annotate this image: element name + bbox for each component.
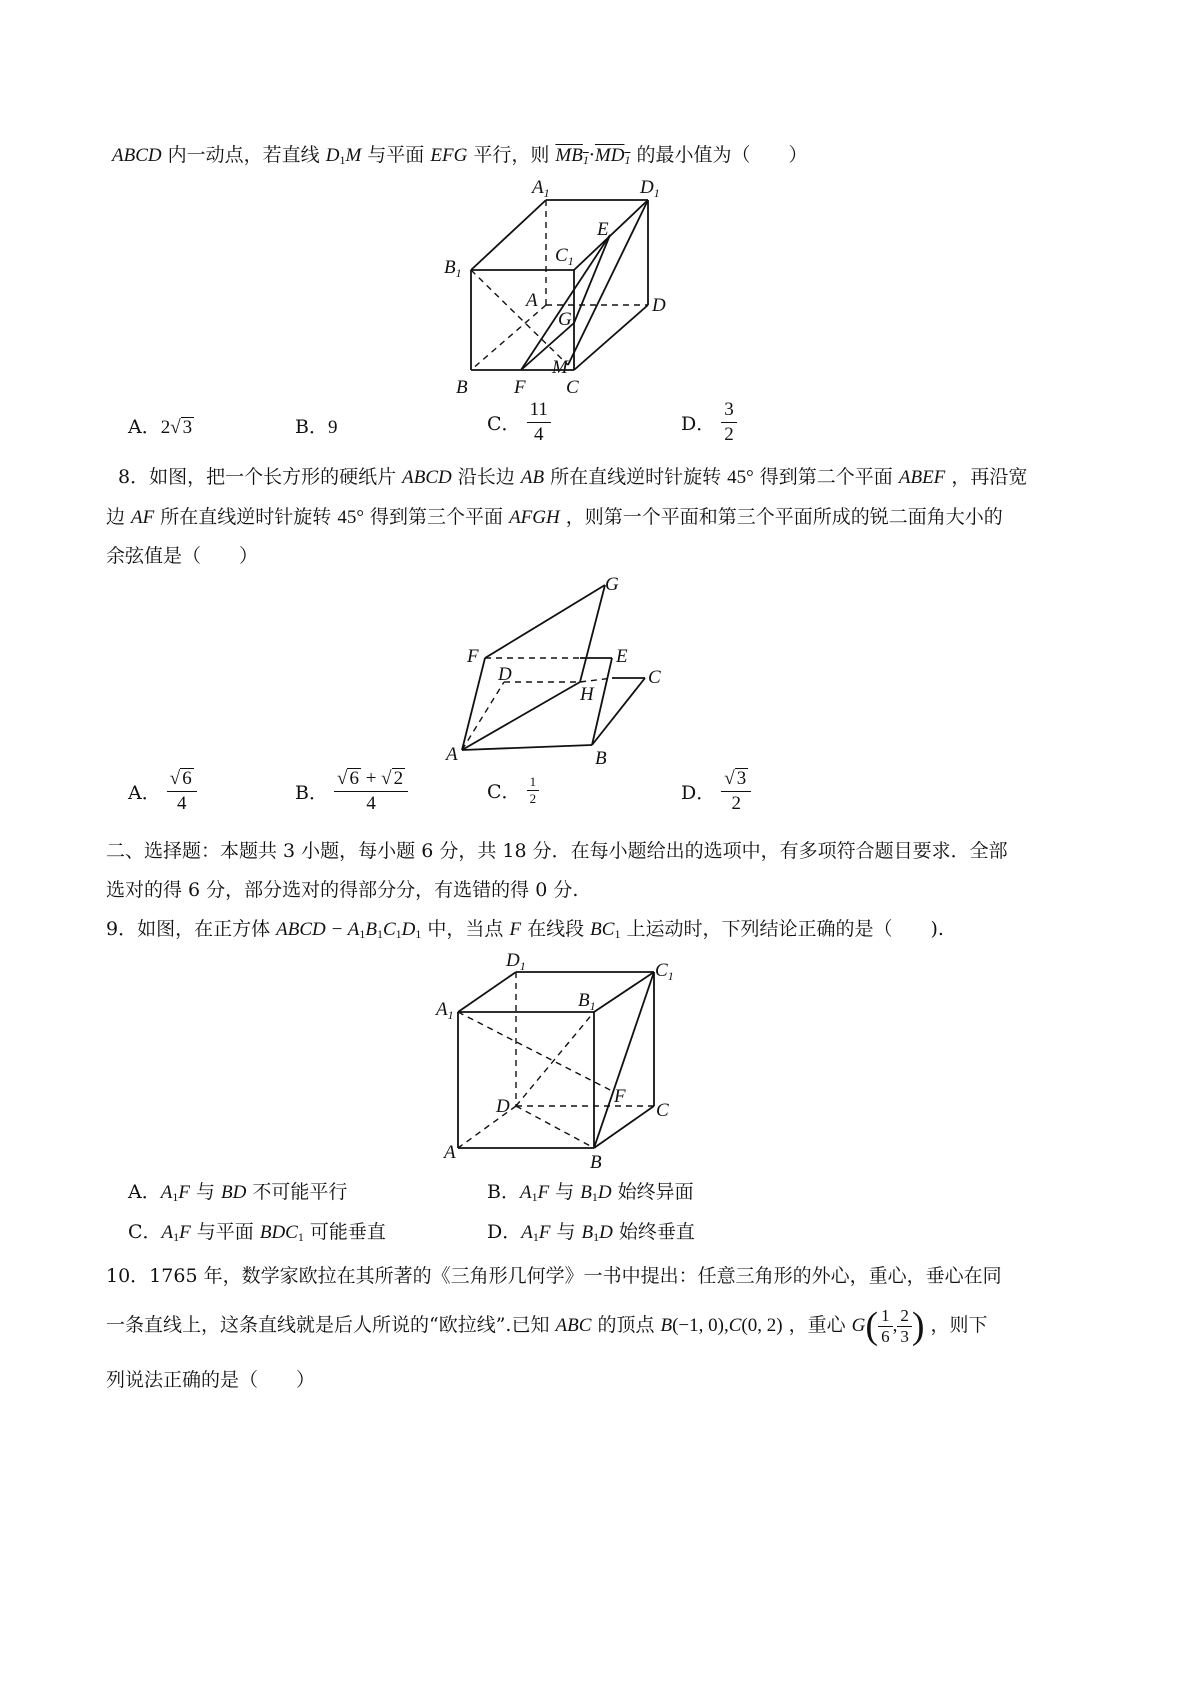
q8-line-3: 余弦值是（ ） xyxy=(106,545,259,567)
q8-label-a: A xyxy=(446,744,458,765)
q8-label-g: G xyxy=(605,574,619,595)
q8-option-a[interactable]: A． $\frac{√ 6}{4}$ xyxy=(128,767,197,816)
q9-label-a1: $A_1$ xyxy=(436,999,454,1022)
q7-stem xyxy=(112,140,807,168)
q7-efg: EFG xyxy=(430,145,468,166)
q8-option-c[interactable]: C． $\frac{1}{2}$ xyxy=(487,774,539,807)
section2-line-2: 选对的得 6 分，部分选对的得部分分，有选错的得 0 分. xyxy=(106,879,579,901)
q7-text-3: 平行，则 xyxy=(467,144,556,166)
q9-option-d[interactable]: D．$A_1F$ 与 $B_1D$ 始终垂直 xyxy=(487,1221,695,1244)
q9-option-a[interactable]: A．$A_1F$ 与 BD 不可能平行 xyxy=(128,1181,348,1204)
q7-label-b: B xyxy=(456,377,468,398)
q7-option-d[interactable]: D． $\frac{3}{2}$ xyxy=(681,398,737,447)
q10-line-3: 列说法正确的是（ ） xyxy=(106,1369,316,1391)
q9-label-f: F xyxy=(614,1086,626,1107)
q7-vector-mb1: $MB_1$ xyxy=(555,145,589,167)
q9-label-c1: $C_1$ xyxy=(655,960,674,983)
q7-label-m: M xyxy=(552,357,568,378)
q7-label-a: A xyxy=(526,290,538,311)
q7-option-a[interactable]: A．2√ 3 xyxy=(128,416,193,438)
q7-text-2: 与平面 xyxy=(361,144,431,166)
q7-d1m-sub: 1 xyxy=(339,153,346,167)
q7-label-e: E xyxy=(597,219,609,240)
q8-line-1: 8．如图，把一个长方形的硬纸片 ABCD 沿长边 AB 所在直线逆时针旋转 45° 得到第二个平面 ABEF ，再沿宽 xyxy=(118,466,1028,488)
q10-line-2: 一条直线上，这条直线就是后人所说的“欧拉线”.已知 ABC 的顶点 B(−1, 0),C(0, 2) ，重心 G( $\frac{1}{6}$ , $\frac{2}{3}$ ) ，则下 xyxy=(106,1305,988,1347)
q8-label-b: B xyxy=(595,748,607,769)
q9-label-a: A xyxy=(444,1142,456,1163)
q8-label-c: C xyxy=(648,667,661,688)
q10-line-1: 10．1765 年，数学家欧拉在其所著的《三角形几何学》一书中提出：任意三角形的外心，重心，垂心在同 xyxy=(106,1265,1002,1287)
q7-option-b[interactable]: B．9 xyxy=(295,416,338,438)
q7-label-d1: $D_1$ xyxy=(640,177,660,200)
q7-label-d: D xyxy=(652,295,666,316)
q7-dot: · xyxy=(588,144,595,166)
q9-option-c[interactable]: C．$A_1F$ 与平面 $BDC_1$ 可能垂直 xyxy=(128,1221,386,1244)
q7-text-4: 的最小值为（ ） xyxy=(630,144,808,166)
q7-abcd: ABCD xyxy=(112,145,162,166)
q8-label-e: E xyxy=(616,646,628,667)
q7-label-a1: $A_1$ xyxy=(532,177,550,200)
q8-label-f: F xyxy=(467,646,479,667)
q7-d1m: D xyxy=(325,145,340,166)
q9-figure-cube xyxy=(430,950,690,1175)
q8-line-2: 边 AF 所在直线逆时针旋转 45° 得到第三个平面 AFGH ，则第一个平面和第三个平面所成的锐二面角大小的 xyxy=(106,506,1003,528)
q7-label-b1: $B_1$ xyxy=(444,257,462,280)
q7-label-c: C xyxy=(566,377,579,398)
q9-label-b: B xyxy=(590,1152,602,1173)
q7-figure-cube xyxy=(440,175,740,405)
q7-label-f: F xyxy=(514,377,526,398)
q7-d1m-tail: M xyxy=(345,145,362,166)
q9-option-b[interactable]: B．$A_1F$ 与 $B_1D$ 始终异面 xyxy=(487,1181,694,1204)
q8-figure-planes xyxy=(440,570,700,770)
q8-option-d[interactable]: D． $\frac{√ 3}{2}$ xyxy=(681,767,751,816)
q7-label-g: G xyxy=(558,309,572,330)
q9-stem: 9．如图，在正方体 ABCD − $A_1B_1C_1D_1$ 中，当点 F 在线段 $BC_1$ 上运动时，下列结论正确的是（ ). xyxy=(106,918,944,941)
q7-vector-md1: $MD_1$ xyxy=(594,145,631,167)
q8-option-b[interactable]: B． $\frac{√ 6 + √ 2}{4}$ xyxy=(295,767,408,816)
q7-text-1: 内一动点，若直线 xyxy=(161,144,326,166)
q9-label-d1: $D_1$ xyxy=(506,950,526,973)
q7-label-c1: $C_1$ xyxy=(555,245,574,268)
q9-label-c: C xyxy=(656,1100,669,1121)
section2-line-1: 二、选择题：本题共 3 小题，每小题 6 分，共 18 分．在每小题给出的选项中，有多项符合题目要求．全部 xyxy=(106,840,1008,862)
q9-label-d: D xyxy=(496,1096,510,1117)
q8-label-h: H xyxy=(580,684,594,705)
q7-option-c[interactable]: C． $\frac{11}{4}$ xyxy=(487,398,551,447)
q8-label-d: D xyxy=(498,664,512,685)
q9-label-b1: $B_1$ xyxy=(578,990,596,1013)
